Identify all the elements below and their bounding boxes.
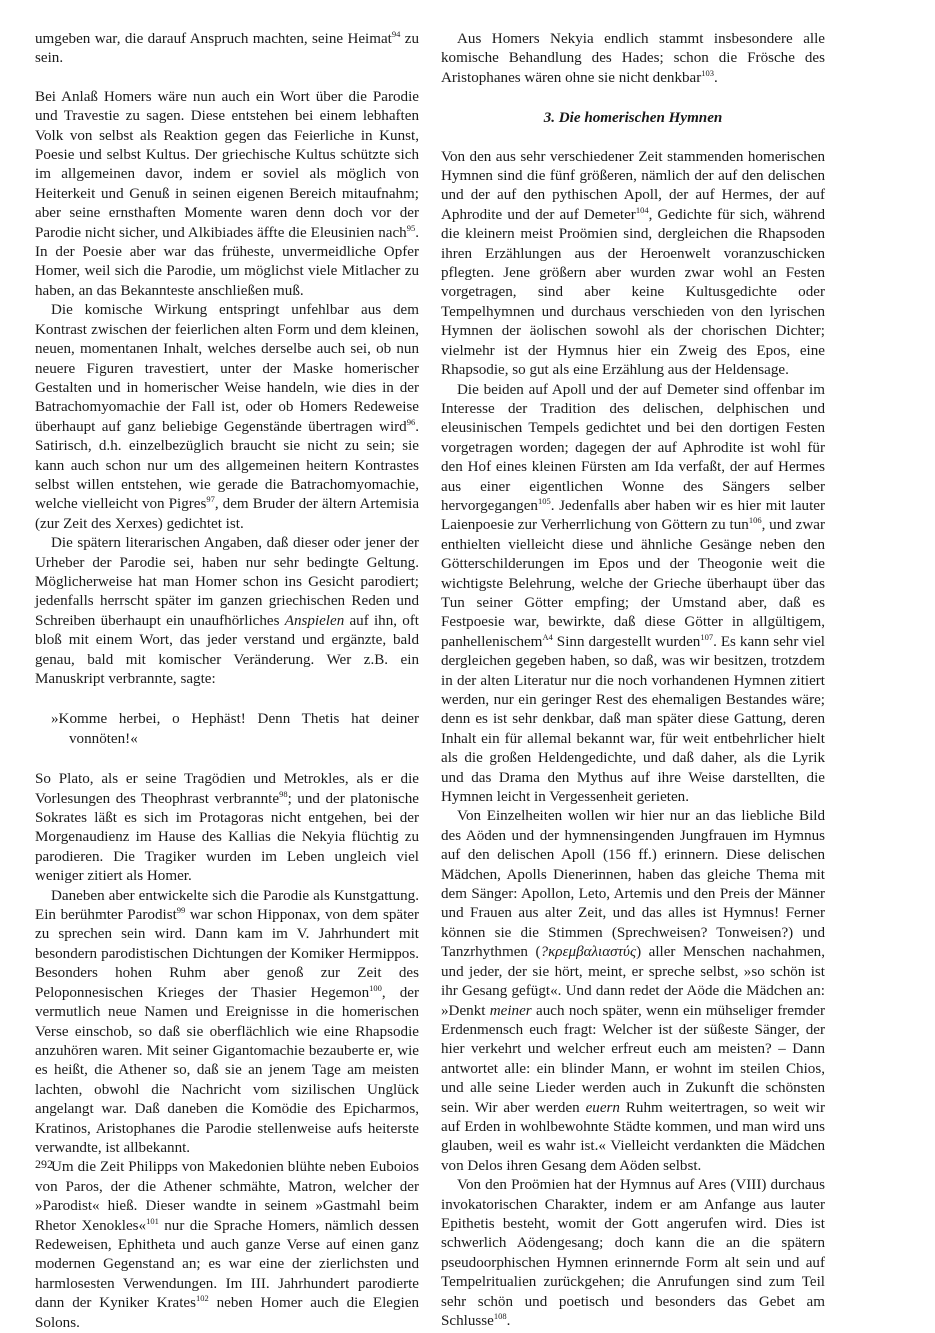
footnote-ref[interactable]: 108 <box>493 1311 507 1321</box>
verse-quote: »Komme herbei, o Hephäst! Denn Thetis hat deiner vonnöten!« <box>51 711 419 747</box>
paragraph: Um die Zeit Philipps von Makedonien blühte neben Euboios von Paros, der die Athener schmähte, Matron, welcher der »Parodist« hieß. Dieser wandte in seinem »Gastmahl beim Rhetor Xenokles«$^{101}$ nur die Sprache Homers, nämlich dessen Redeweisen, Ephitheta und auch ganze Verse auf einen ganz modernen Gegenstand an; es war eine der zierlichsten und harmlosesten Verwendungen. Im III. Jahrhundert parodierte dann der Kyniker Krates$^{102}$ neben Homer auch die Elegien Solons. <box>35 1159 419 1331</box>
footnote-ref[interactable]: 107 <box>700 631 714 642</box>
footnote-ref[interactable]: 100 <box>369 982 382 993</box>
footnote-ref[interactable]: 101 <box>146 1215 159 1226</box>
section-heading: 3. Die homerischen Hymnen <box>543 110 723 127</box>
footnote-ref[interactable]: 99 <box>176 905 186 916</box>
footnote-ref[interactable]: 106 <box>748 515 762 526</box>
paragraph: Von den Proömien hat der Hymnus auf Ares (VIII) durchaus invokatorischen Charakter, indem er am Anfange aus lauter Epithetis besteht, womit der Gott angerufen wird. Dies ist schwerlich Aödengesang; doch kann die an die spätern pseudoorphischen Hymnen erinnernde Form alt sein und auf Tempelritualien zurückgehen; die Anrufungen sind zum Teil sehr schön und poetisch und besonders das Gebet am Schlusse$^{108}$. <box>441 1177 825 1329</box>
footnote-ref[interactable]: 98 <box>279 788 288 799</box>
footnote-ref[interactable]: 96 <box>406 416 416 427</box>
paragraph: Bei Anlaß Homers wäre nun auch ein Wort über die Parodie und Travestie zu sagen. Diese entstehen bei einem lebhaften Volk von selbst als Reaktion gegen das Feierliche in Kunst, Poesie und selbst Kultus. Der griechische Kultus schützte sich im allgemeinen davor, indem er soviel als möglich von Heiterkeit und Genuß in seinen eigenen Bereich mitaufnahm; aber seine ernsthaften Momente waren denn doch vor der Parodie nicht sicher, und Alkibiades äffte die Eleusinien nach$^{95}$. In der Poesie aber war das früheste, unvermeidliche Opfer Homer, weil sich die Parodie, um möglichst viele Mitlacher zu haben, an das Bekannteste anschließen muß. <box>35 88 419 299</box>
footnote-ref[interactable]: 103 <box>701 67 715 78</box>
footnote-ref[interactable]: 94 <box>391 29 401 39</box>
paragraph: Die spätern literarischen Angaben, daß dieser oder jener der Urheber der Parodie sei, haben nur sehr bedingte Geltung. Möglicherweise hat man Homer schon ins Gesicht parodiert; jedenfalls herrscht später im ganzen griechischen Reden und Schreiben überhaupt ein unaufhörliches Anspielen auf ihn, oft bloß mit einem Wort, das jeder verstand und ergänzte, bald genau, bald mit komischer Veränderung. Wer z.B. ein Manuskript verbrannte, sagte: <box>35 535 420 687</box>
paragraph: Von Einzelheiten wollen wir hier nur an das liebliche Bild des Aöden und der hymnensingenden Jungfrauen im Hymnus auf den delischen Apoll (156 ff.) erinnern. Diese delischen Mädchen, Apolls Dienerinnen, haben das gleiche Thema mit dem Sänger: Apollon, Leto, Artemis und den Preis der Männer und Frauen aus alter Zeit, und das alles ist Hymnus! Ferner können sie die Stimmen (Sprechweisen? Tonweisen?) und Tanzrhythmen (?κρεμβαλιαστύς) aller Menschen nachahmen, und jeder, der sie hört, meint, er spreche selbst, »so schön ist ihr Gesang gefügt«. Und dann redet der Aöde die Mädchen an: »Denkt meiner auch noch später, wenn ein mühseliger fremder Erdenmensch euch fragt: Welcher ist der süßeste Sänger, der hier verkehrt und welcher erfreut euch am meisten? – Dann antwortet alle: ein blinder Mann, er wohnt im steilen Chios, und alle seine Lieder werden auch in Zukunft die schönsten sein. Wir aber werden euern Ruhm weitertragen, so weit wir auf Erden in wohlbewohnte Städte kommen, und man wird uns glauben, weil es wahr ist.« Vielleicht verdankten die Mädchen von Delos ihren Gesang dem Aöden selbst. <box>441 808 825 1174</box>
footnote-ref[interactable]: 104 <box>635 204 649 215</box>
paragraph: Von den aus sehr verschiedener Zeit stammenden homerischen Hymnen sind die fünf größeren, nämlich der auf den delischen und der auf den pythischen Apoll, der auf Hermes, der auf Aphrodite und der auf Demeter$^{104}$, Gedichte für sich, während die kleinern meist Proömien sind, dergleichen die Rhapsoden ihren Erzählungen aus der Heroenwelt voranzuschicken pflegten. Jene größern aber wurden zwar wohl an Festen vorgetragen, sind aber keine Kultusgedichte oder Tempelhymnen und durchaus verschieden von den lyrischen Hymnen der äolischen sowohl als der chorischen Dichter; vielmehr ist der Hymnus hier ein Zweig des Epos, eine Rhapsodie, so gut als eine Erzählung aus der Heldensage. <box>441 148 825 379</box>
paragraph: Die komische Wirkung entspringt unfehlbar aus dem Kontrast zwischen der feierlichen alten Form und dem kleinen, neuen, momentanen Inhalt, welches derselbe auch sei, ob nun neuere Figuren travestiert, unter der Maske homerischer Gestalten und in homerischer Weise handeln, wie dies in der Batrachomyomachie der Fall ist, oder ob Homers Redeweise überhaupt auf ganz beliebige Gegenstände übertragen wird$^{96}$. Satirisch, d.h. einzelbezüglich braucht sie nicht zu sein; sie kann auch schon nur um des allgemeinen heitern Kontrastes selbst willen entstehen, wie gerade die Batrachomyomachie, welche vielleicht von Pigres$^{97}$, dem Bruder der ältern Artemisia (zur Zeit des Xerxes) gedichtet ist. <box>35 302 420 532</box>
footnote-ref[interactable]: 95 <box>406 222 416 233</box>
footnote-ref[interactable]: 97 <box>206 494 215 505</box>
paragraph: So Plato, als er seine Tragödien und Metrokles, als er die Vorlesungen des Theophrast verbrannte$^{98}$; und der platonische Sokrates läßt es sich im Protagoras nicht entgehen, bei der Morgenaudienz im Hause des Kallias die Nekyia flüchtig zu parodieren. Die Tragiker wurden im Leben ungleich viel weniger zitiert als Homer. <box>35 771 420 885</box>
paragraph: Aus Homers Nekyia endlich stammt insbesondere alle komische Behandlung des Hades; schon die Frösche des Aristophanes wären ohne sie nicht denkbar$^{103}$. <box>441 31 825 86</box>
annotation-ref[interactable]: A4 <box>542 631 553 642</box>
left-column <box>35 30 419 1333</box>
right-column <box>441 30 825 1331</box>
page-number: 292 <box>35 1157 53 1171</box>
greek-term: ?κρεμβαλιαστύς <box>540 944 637 961</box>
footnote-ref[interactable]: 105 <box>537 495 551 506</box>
footnote-ref[interactable]: 102 <box>196 1293 209 1304</box>
paragraph: Die beiden auf Apoll und der auf Demeter sind offenbar im Interesse der Tradition des delischen, delphischen und eleusinischen Tempels gedichtet und bei den dortigen Festen vorgetragen worden; dagegen der auf Aphrodite ist wohl für den Hof eines kleinen Fürsten am Ida verfaßt, der auf Hermes aus einer eigentlichen Wonne des Sängers selber hervorgegangen$^{105}$. Jedenfalls aber haben wir es hier mit lauter Laienpoesie zur Verherrlichung von Göttern zu tun$^{106}$, und zwar enthielten vielleicht diese und ähnliche Gesänge neben den Götterschilderungen im Epos und der Theogonie weit die wichtigste Belehrung, welche der Grieche überhaupt über das Tun seiner Götter empfing; der Umstand aber, daß es Festpoesie war, bewirkte, daß diese Götter in allgültigem, panhellenischem$^{A4}$ Sinn dargestellt wurden$^{107}$. Es kann sehr viel dergleichen gegeben haben, so daß, was wir besitzen, trotzdem in der alten Literatur nur die noch vorhandenen Hymnen zitiert werden, nur ein geringer Rest des ehemaligen Bestandes wäre; denn es ist sehr denkbar, daß man später diese Gattung, deren Inhalt ein für allemal bekannt war, für weit entbehrlicher hielt als die großen Heldengedichte, und daß daher, als die Lyrik und das Drama den Mythus auf ihre Weise darstellten, die Hymnen leicht in Vergessenheit gerieten. <box>441 381 825 806</box>
paragraph: Daneben aber entwickelte sich die Parodie als Kunstgattung. Ein berühmter Parodist$^{99}$ war schon Hipponax, von dem später zu sprechen sein wird. Dann kam im V. Jahrhundert mit besondern parodistischen Dichtungen der Komiker Hermippos. Besonders hohen Ruhm aber genoß zur Zeit des Peloponnesischen Krieges der Thasier Hegemon$^{100}$, der vermutlich neue Namen und Ereignisse in die homerischen Verse einschob, so daß sie oberflächlich wie eine Rhapsodie anzuhören waren. Mit seiner Gigantomachie bezauberte er, wie es heißt, die Athener so, daß sie an jenem Tage am meisten lachten, obwohl die Nachricht vom sizilischen Unglück angelangt war. Daß daneben die Komödie des Epicharmos, Kratinos, Aristophanes die Parodie stellenweise aufs heiterste verwandte, ist allbekannt. <box>35 887 419 1156</box>
paragraph: umgeben war, die darauf Anspruch machten, seine Heimat$^{94}$ zu sein. <box>35 29 419 67</box>
